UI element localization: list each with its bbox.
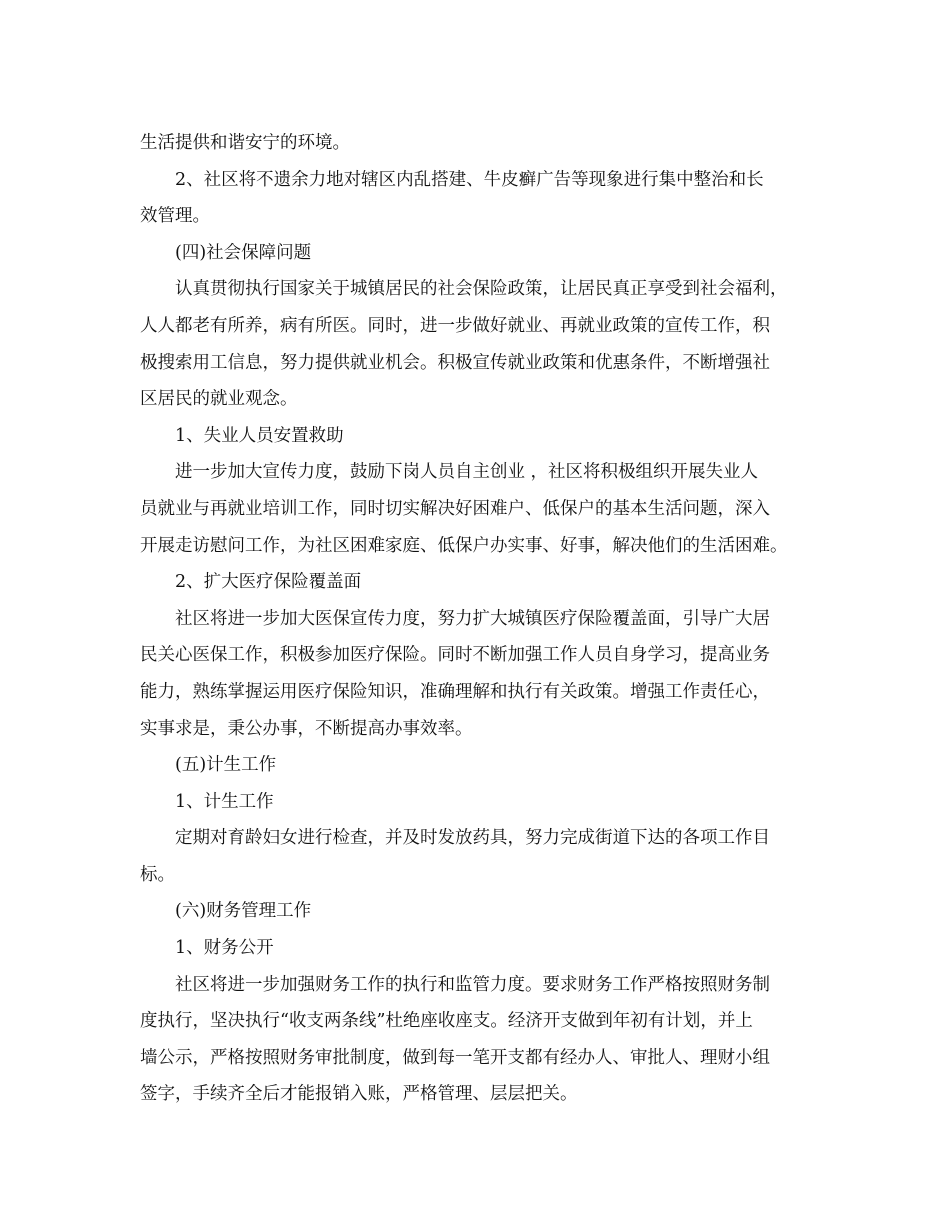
text-line: 定期对育龄妇女进行检查，并及时发放药具，努力完成街道下达的各项工作目 [175,828,770,849]
text-line: (六)财务管理工作 [175,901,312,922]
text-line: 1、财务公开 [175,938,274,959]
text-line: 标。 [140,864,175,885]
text-line: 人人都老有所养，病有所医。同时，进一步做好就业、再就业政策的宣传工作，积 [140,315,770,336]
text-line: 实事求是，秉公办事，不断提高办事效率。 [140,718,473,739]
text-line: 极搜索用工信息，努力提供就业机会。积极宣传就业政策和优惠条件，不断增强社 [140,352,770,373]
text-line: (五)计生工作 [175,755,277,776]
text-line: 区居民的就业观念。 [140,389,298,410]
text-line: 社区将进一步加强财务工作的执行和监管力度。要求财务工作严格按照财务制 [175,974,770,995]
text-line: 签字，手续齐全后才能报销入账，严格管理、层层把关。 [140,1084,578,1105]
text-line: 生活提供和谐安宁的环境。 [140,133,350,153]
text-line: 1、失业人员安置救助 [175,425,344,446]
text-line: 进一步加大宣传力度，鼓励下岗人员自主创业 ，社区将积极组织开展失业人 [175,462,759,483]
text-line: 2、扩大医疗保险覆盖面 [175,572,362,593]
text-line: 社区将进一步加大医保宣传力度，努力扩大城镇医疗保险覆盖面，引导广大居 [175,608,770,629]
text-line: 1、计生工作 [175,791,274,812]
text-line: 墙公示，严格按照财务审批制度，做到每一笔开支都有经办人、审批人、理财小组 [140,1047,770,1068]
text-line: 效管理。 [140,206,210,227]
document-body [140,125,820,1113]
text-line: 2、社区将不遗余力地对辖区内乱搭建、牛皮癣广告等现象进行集中整治和长 [175,169,764,190]
text-line: 开展走访慰问工作，为社区困难家庭、低保户办实事、好事，解决他们的生活困难。 [140,535,788,556]
text-line: 度执行，坚决执行“收支两条线”杜绝座收座支。经济开支做到年初有计划，并上 [140,1011,753,1032]
text-line: (四)社会保障问题 [175,242,312,263]
text-line: 民关心医保工作，积极参加医疗保险。同时不断加强工作人员自身学习，提高业务 [140,645,770,666]
text-line: 员就业与再就业培训工作，同时切实解决好困难户、低保户的基本生活问题，深入 [140,498,770,519]
text-line: 能力，熟练掌握运用医疗保险知识，准确理解和执行有关政策。增强工作责任心， [140,681,770,702]
text-line: 认真贯彻执行国家关于城镇居民的社会保险政策，让居民真正享受到社会福利， [175,279,788,300]
